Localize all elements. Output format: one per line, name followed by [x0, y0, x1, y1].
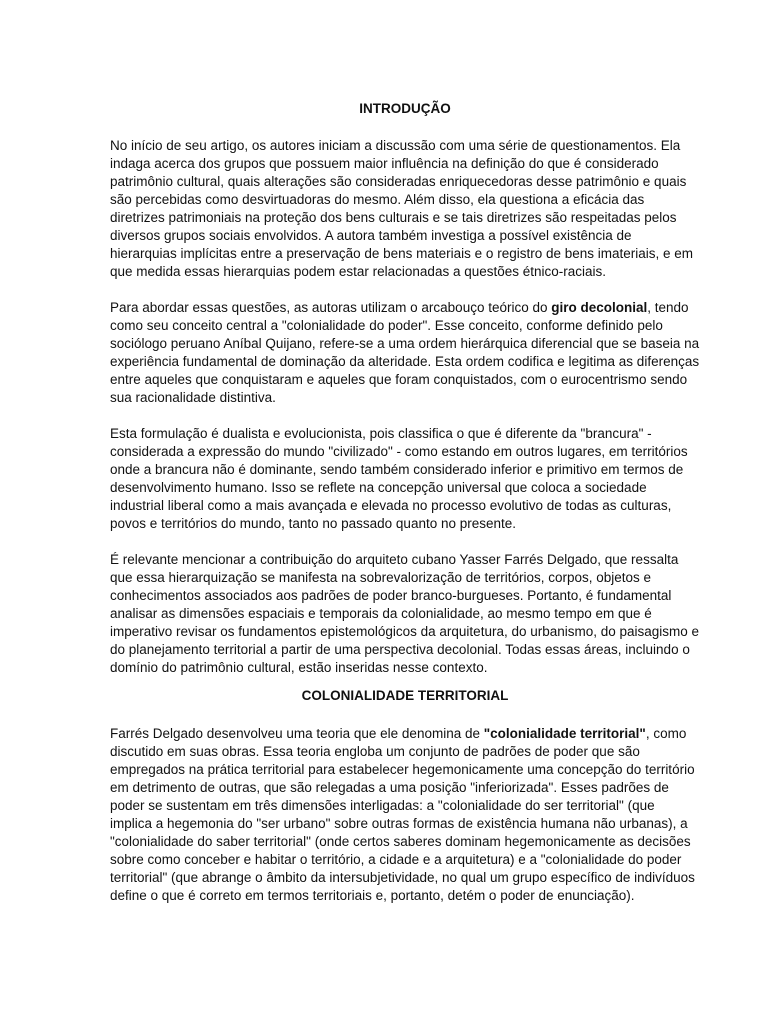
paragraph-1: No início de seu artigo, os autores iniciam a discussão com uma série de questionamentos. Ela indaga acerca dos grupos que possuem maior influência na definição do que é considerado patrimônio cultural, quais alterações são consideradas enriquecedoras desse patrimônio e quais são percebidas como desvirtuadoras do mesmo. Além disso, ela questiona a eficácia das diretrizes patrimoniais na proteção dos bens culturais e se tais diretrizes são respeitadas pelos diversos grupos sociais envolvidos. A autora também investiga a possível existência de hierarquias implícitas entre a preservação de bens materiais e o registro de bens imateriais, e em que medida essas hierarquias podem estar relacionadas a questões étnico-raciais. [110, 138, 694, 279]
paragraph-5-text-end: , como discutido em suas obras. Essa teoria engloba um conjunto de padrões de poder que são empregados na prática territorial para estabelecer hegemonicamente uma concepção do território em detrimento de outras, que são relegadas a uma posição "inferiorizada". Esses padrões de poder se sustentam em três dimensões interligadas: a "colonialidade do ser territorial" (que implica a hegemonia do "ser urbano" sobre outras formas de existência humana não urbanas), a "colonialidade do saber territorial" (onde certos saberes dominam hegemonicamente as decisões sobre como conceber e habitar o território, a cidade e a arquitetura) e a "colonialidade do poder territorial" (que abrange o âmbito da intersubjetividade, no qual um grupo específico de indivíduos define o que é correto em termos territoriais e, portanto, detém o poder de enunciação). [110, 726, 695, 903]
paragraph-4: É relevante mencionar a contribuição do arquiteto cubano Yasser Farrés Delgado, que ressalta que essa hierarquização se manifesta na sobrevalorização de territórios, corpos, objetos e conhecimentos associados aos padrões de poder branco-burgueses. Portanto, é fundamental analisar as dimensões espaciais e temporais da colonialidade, ao mesmo tempo em que é imperativo revisar os fundamentos epistemológicos da arquitetura, do urbanismo, do paisagismo e do planejamento territorial a partir de uma perspectiva decolonial. Todas essas áreas, incluindo o domínio do patrimônio cultural, estão inseridas nesse contexto. [110, 552, 700, 675]
paragraph-2 [110, 299, 700, 407]
paragraph-2-bold-term: giro decolonial [551, 300, 648, 315]
paragraph-5 [110, 725, 700, 905]
paragraph-2-text-end: , tendo como seu conceito central a "colonialidade do poder". Esse conceito, conforme definido pelo sociólogo peruano Aníbal Quijano, refere-se a uma ordem hierárquica diferencial que se baseia na experiência fundamental de dominação da alteridade. Esta ordem codifica e legitima as diferenças entre aqueles que conquistaram e aqueles que foram conquistados, com o eurocentrismo sendo sua racionalidade distintiva. [110, 300, 700, 405]
paragraph-5-text-start: Farrés Delgado desenvolveu uma teoria que ele denomina de [110, 726, 484, 741]
paragraph-2-text-start: Para abordar essas questões, as autoras utilizam o arcabouço teórico do [110, 300, 552, 315]
section-heading-colonialidade: COLONIALIDADE TERRITORIAL [301, 688, 509, 703]
section-heading-introducao: INTRODUÇÃO [359, 101, 451, 116]
paragraph-3: Esta formulação é dualista e evolucionista, pois classifica o que é diferente da "brancura" - considerada a expressão do mundo "civilizado" - como estando em outros lugares, em territórios onde a brancura não é dominante, sendo também considerado inferior e primitivo em termos de desenvolvimento humano. Isso se reflete na concepção universal que coloca a sociedade industrial liberal como a mais avançada e elevada no processo evolutivo de todas as culturas, povos e territórios do mundo, tanto no passado quanto no presente. [110, 426, 688, 531]
paragraph-5-bold-term: "colonialidade territorial" [483, 726, 646, 741]
document-page [110, 100, 700, 905]
